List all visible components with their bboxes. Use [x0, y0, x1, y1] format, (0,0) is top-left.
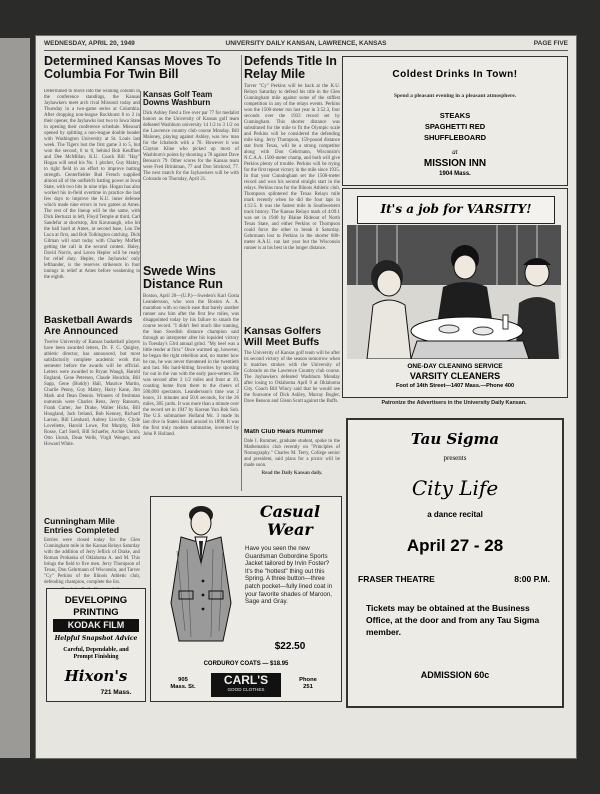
man-in-jacket-illustration — [157, 501, 241, 647]
ad-business-name: MISSION INN — [423, 158, 487, 169]
article-body: Dale I. Rummer, graduate student, spoke to the Mathematics club recently on "Principles of Nomography." Charles M. Terry, College senior and president, said plans for a picnic will be made soon. — [244, 438, 340, 468]
article-headline: Math Club Hears Rummer — [244, 429, 324, 435]
ad-subline: Spend a pleasant evening in a pleasant atmosphere. — [393, 93, 517, 99]
ad-varsity-cleaners — [342, 188, 568, 398]
ad-line-developing: DEVELOPING — [64, 595, 128, 606]
ad-line-finishing: Careful, Dependable, and Prompt Finishing — [63, 647, 129, 660]
ad-carls-clothes — [150, 496, 342, 702]
ad-address-street: Mass. St. — [170, 684, 196, 690]
ad-dates: April 27 - 28 — [406, 536, 504, 555]
article-tagline: Read the Daily Kansan daily. — [261, 470, 323, 476]
patronize-notice: Patronize the Advertisers in the University Daily Kansan. — [381, 400, 527, 406]
article-body: The University of Kansas golf team will be after its second victory of the season tomorrow when it matches strokes with the University of Colorado on the Lawrence Country club course. The Jayhawkers defeated Washburn Monday after losing to Oklahoma April 9 at Oklahoma City. Coach Bill Wincy said that he would use the foursome of Dick Ashley, Murray Bogler, Dave Benson and Glenn Scott against the Buffs. — [244, 351, 340, 405]
ad-phone-number: 251 — [303, 684, 313, 690]
ad-at: at — [452, 148, 458, 156]
ad-tau-sigma — [346, 418, 564, 708]
ad-time: 8:00 P.M. — [514, 574, 550, 584]
ad-item-steaks: STEAKS — [439, 111, 471, 120]
article-headline: Swede Wins Distance Run — [143, 265, 223, 292]
ad-body: Have you seen the new Guardsman Gobordine Sports Jacket tailored by Irvin Foster? It's the "hottest" thing out this Spring. A three button—three patch pocket—fully lined coat in your favorite shades of Maroon, Sage and Gray. — [245, 545, 333, 606]
ad-address: 1904 Mass. — [439, 171, 471, 177]
article-body: Determined to move into the winning column in the conference standings, the Kansas Jayhawkers meet arch rival Missouri today and Thursday in a two-game series at Columbia. After dropping non-league Rockhurst 8 to 2 in their opener, the Jayhawks lost two to Iowa State in opening their conference schedule. Missouri opened by splitting a non-league double header with Washington University at St. Louis last week. The Tigers lost the first game 3 to 5, but won the second, 6 to 0, behind Bob Keuffner and Dee McMillan. K.U. Coach Bill "Hay" Hogan will send his No. 1 pitcher, Guy Mabry, to right field in an effort to improve batting strength. Centerfielder Bud French supplied almost all of the outfield's batting power at Iowa State, with two hits in nine trips. Hogan has also worked his in-field overtime in practice the last few days to improve the K.U. inner defense which made nine errors in two games at Ames. The rest of the lineup will be the same, with Dick Bertuzzi in left, Floyd Temple at third, Carl Sandefur at shortstop, Jim Kavanaugh, who hit the ball hard at Ames, at second base, Lou De Luca at first, and Bob Tolkington catching. Dick Gilman will start today with Charley Moffett getting the call in the second contest. Haley, David Norris, and Leron Hepler will be ready for relief duty. Hepler, the Jayhawks' only lefthander, is the reserves strikeouts in four innings in relief at Ames before weakening in the eighth. — [44, 89, 140, 280]
ad-line-kodak: KODAK FILM — [67, 620, 125, 630]
ad-headline: Coldest Drinks In Town! — [392, 69, 518, 80]
article-body: Twelve University of Kansas basketball players have been awarded letters, Dr. F. C. Quigley, athletic director, has announced, but most satisfactorily complete academic work this semester before the awards will be official. Letters were awarded to Bryan Waugh, Harold England, Gene Petersen, Claude Houchin, Bill Sapp, Gene (Buddy) Hall, Maurice Martin, Charlie Penny, Guy Mabry, Harry Kane, Jim Mark and Dean Dennis. Winners of freshman numerals were Charles Renz, Jerry Ransom, Frank Carter, Joe Drake, Walter Hicks, Bill Hougland, Jack Ireland, Bob Kenney, Richard Larson, Bill Lienhard, Aubrey Linville, Clyde Lovellette, Harold Lowe, Pat Murphy, Bob Rosse, Carl Snell, Bill Schaefer, Archie Unruh, Otto Unruh, Dean Wells, Virgil Wenger, and Howard White. — [44, 340, 140, 447]
ad-logo-block — [211, 673, 281, 697]
ad-venue: FRASER THEATRE — [358, 574, 435, 584]
ad-address: 721 Mass. — [100, 689, 132, 696]
article-golfers-buffs — [244, 326, 340, 422]
article-relay-mile — [244, 55, 340, 323]
article-golf-team — [143, 91, 239, 263]
column-rule — [241, 55, 242, 491]
ad-slogan-banner — [357, 196, 555, 224]
ad-tickets-info: Tickets may be obtained at the Business Office, at the door and from any Tau Sigma member. — [366, 603, 540, 637]
ad-phone-label: Phone — [299, 677, 317, 683]
article-headline: Kansas Golf Team Downs Washburn — [143, 91, 213, 108]
adjacent-page-edge — [0, 38, 30, 758]
column-rule — [140, 91, 141, 316]
ad-mission-inn — [342, 56, 568, 186]
article-headline: Determined Kansas Moves To Columbia For Twin Bill — [44, 55, 221, 82]
restaurant-illustration — [347, 225, 561, 359]
article-body-col-a — [44, 89, 140, 309]
ad-business-name: VARSITY CLEANERS — [409, 371, 501, 381]
newspaper-page — [36, 36, 576, 758]
ad-item-spaghetti: SPAGHETTI RED — [424, 122, 486, 131]
ad-kodak-band — [53, 619, 139, 632]
ad-org-name: Tau Sigma — [410, 430, 500, 448]
header-paper-name: UNIVERSITY DAILY KANSAN, LAWRENCE, KANSAS — [225, 40, 387, 47]
article-headline: Cunningham Mile Entries Completed — [44, 517, 120, 535]
ad-address — [169, 677, 197, 691]
ad-hixons-developing — [46, 588, 146, 702]
ad-slogan: It's a job for VARSITY! — [380, 202, 532, 216]
ad-business-name: CARL'S — [223, 673, 269, 687]
ad-headline: Casual Wear — [259, 502, 321, 539]
header-date: WEDNESDAY, APRIL 20, 1949 — [44, 40, 135, 47]
ad-phone — [291, 677, 325, 691]
ad-address-number: 905 — [178, 677, 188, 683]
article-basketball-awards — [44, 316, 140, 514]
ad-presents: presents — [443, 454, 467, 462]
ad-admission: ADMISSION 60c — [420, 670, 490, 680]
ad-line-printing: PRINTING — [73, 607, 119, 618]
article-body: Boston, April 20—(U.P.)—Sweden's Karl Gosta Leandersson, who won the Boston A. A. marathon with so much ease that barely another runner saw him after the first few miles, was disappointed today by his failure to smash the course record. "I didn't feel much like running, the lean Swedish distance champion said through an interpreter after his lopsided victory in Tuesday's 53rd annual grind. "My heel was a little tender at first." Once warmed up, however, he began the right rebellion and, no matter how he ran, he was never threatened in the twentieth and last. His hard-hitting favorites by sporting for out in the van with the early pace-setters. He was second after 3 1/2 miles and front at 10, coasting home from there to the cheers of 500,000 spectators. Leandersson's time was 2 hours, 31 minutes and 50.8 seconds, for the 26 miles, 385 yards. It was more than a minute over the record set in 1947 by Korean Yun Bok Suh. The U.S. submariner Holland Mc. 3 made its last dive in Staten Island around in 1898. It was the first truly modern submarine, invented by John P. Holland. — [143, 294, 239, 438]
ad-show-subtitle: a dance recital — [427, 510, 483, 519]
article-body: Tarver "Cy" Perkins will be back at the K.U. Relays Saturday to defend his title in the Glen Cunningham mile against some of the stiffest competition in any of the relays events. Perkins won the 1500-meter run last year in 3:52.3, four seconds over the 1933 record set by Cunningham. This shorter distance was substituted for the mile to fit the Olympic scale and Perkins will be considered the defending mile king. Jerry Thompson, 159-pound distance star from Texas, will be a strong competitor along with Don Gehrmann, Wisconsin's N.C.A.A. 1500-meter champ, and both will give Perkins plenty of trouble. Perkins will be trying for the first repeat victory in the mile since 1935. In that year Cunningham set the 1500-meter record and won his second straight start in the relays. Perkins runs for the Illinois Athletic club. Thompson splintered the Texas Relays mile mark recently when he did the four laps in 4:12.5. It was the fastest mile in Southwestern track history. The Kansas Relays mark of 4:09.1 was set in 1940 by Blaine Rideout of North Texas State, and either Perkins or Thompson could force the other to break it Saturday. Gehrmann lost to Perkins in the shorter 800-meter A.A.U. run last year but the Wisconsin runner is at his best in the longer distance. — [244, 84, 340, 252]
ad-corduroy-line: CORDUROY COATS — $18.95 — [203, 661, 289, 667]
ad-business-name: Hixon's — [64, 667, 128, 685]
ad-service: ONE-DAY CLEANING SERVICE — [407, 363, 503, 370]
article-headline: Kansas Golfers Will Meet Buffs — [244, 326, 322, 349]
ad-price: $22.50 — [274, 641, 306, 652]
page-header — [44, 40, 568, 50]
ad-address: Foot of 14th Street—1407 Mass.—Phone 400 — [395, 383, 515, 389]
ad-item-shuffleboard: SHUFFLEBOARD — [423, 133, 487, 142]
header-page-number: PAGE FIVE — [533, 40, 568, 47]
ad-business-subname: GOOD CLOTHES — [227, 687, 265, 692]
ad-line-advice: Helpful Snapshot Advice — [54, 635, 138, 642]
article-math-club — [244, 429, 340, 491]
ad-show-title: City Life — [411, 476, 499, 500]
article-body: Entries were closed today for the Glen Cunningham mile in the Kansas Relays Saturday with the addition of Jerry Jeflick of Drake, and Roman Prohaska of Oklahoma A. and M. This brings the field to five men. Jerry Thompson of Texas, Don Gehrmann of Wisconsin, and Tarver "Cy" Perkins of the Illinois Athletic club, defending champion, complete the list. — [44, 537, 140, 585]
article-headline: Defends Title In Relay Mile — [244, 55, 337, 82]
article-headline: Basketball Awards Are Announced — [44, 316, 133, 337]
header-rule — [44, 50, 568, 51]
article-body: Dick Ashley fired a five over par 77 for medalist honors as the University of Kansas golf team defeated Washburn university 14 1/2 to 3 1/2 on the Lawrence country club course Monday. Bill Maloney, playing against Ashley, was low man for the Ichabods with a 78. However it was Clayton Kline who picked up most of Washburn's points by shooting a 78 against Dave Benson's 79. Other scores for the Kansas team were Fred Brinkman, 77 and Don Stickrod, 77. The next match for the Jayhawkers will be with Colorado on Thursday, April 21. — [143, 110, 239, 182]
article-swede — [143, 265, 239, 491]
